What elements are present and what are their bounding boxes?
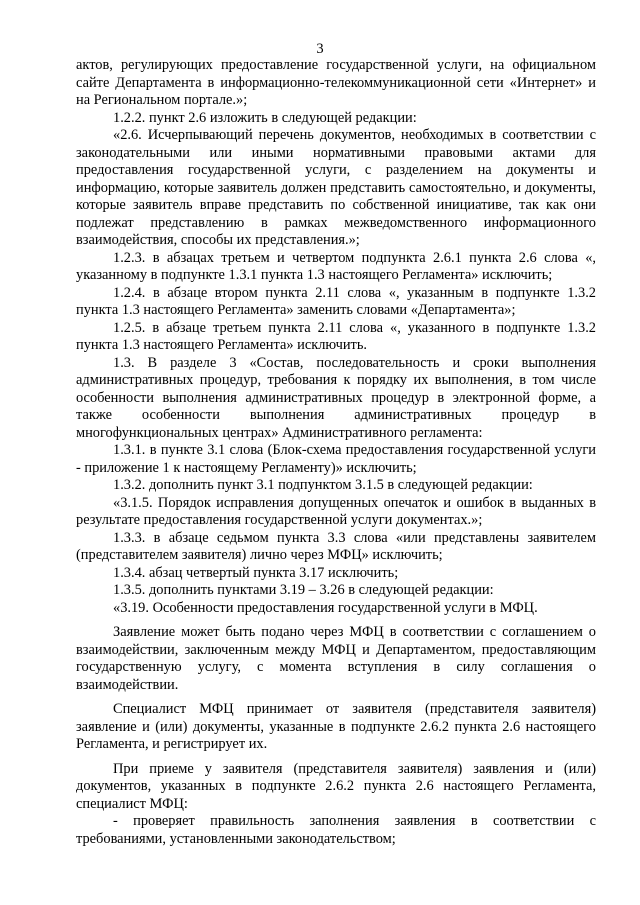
paragraph-1-3: 1.3. В разделе 3 «Состав, последовательность и сроки выполнения административных процедур, требования к порядку их выполнения, в том числе особенности выполнения административных процедур в электронной форме, а также особенности выполнения административных процедур в многофункциональных центрах» Административного регламента: — [76, 354, 596, 441]
paragraph-1-3-4: 1.3.4. абзац четвертый пункта 3.17 исключить; — [113, 564, 399, 581]
document-body — [76, 57, 596, 848]
paragraph-1-3-5: 1.3.5. дополнить пунктами 3.19 – 3.26 в следующей редакции: — [113, 582, 494, 598]
paragraph-quote-2-6: «2.6. Исчерпывающий перечень документов, необходимых в соответствии с законодательными или иными нормативными правовыми актами для предоставления государственной услуги, с разделением на документы и информацию, которые заявитель должен представить самостоятельно, и документы, которые заявитель вправе представить по собственной инициативе, так как они подлежат представлению в рамках межведомственного информационного взаимодействия, способы их представления.»; — [76, 127, 596, 248]
page-number: 3 — [316, 41, 324, 57]
paragraph-1-2-5: 1.2.5. в абзаце третьем пункта 2.11 слова «, указанного в подпункте 1.3.2 пункта 1.3 настоящего Регламента» исключить. — [76, 319, 596, 353]
paragraph-1-2-2: 1.2.2. пункт 2.6 изложить в следующей редакции: — [113, 109, 417, 126]
paragraph-reception: При приеме у заявителя (представителя заявителя) заявления и (или) документов, указанных в подпункте 2.6.2 пункта 2.6 настоящего Регламента, специалист МФЦ: — [76, 760, 596, 812]
paragraph-quote-3-1-5: «3.1.5. Порядок исправления допущенных опечаток и ошибок в выданных в результате предоставления государственной услуги документах.»; — [76, 494, 596, 528]
paragraph-1-3-2: 1.3.2. дополнить пункт 3.1 подпунктом 3.1.5 в следующей редакции: — [113, 477, 533, 493]
paragraph-1-2-4: 1.2.4. в абзаце втором пункта 2.11 слова «, указанным в подпункте 1.3.2 пункта 1.3 настоящего Регламента» заменить словами «Департамента»; — [76, 284, 596, 318]
paragraph-application-submission: Заявление может быть подано через МФЦ в соответствии с соглашением о взаимодействии, заключенным между МФЦ и Департаментом, предоставляющим государственную услугу, с момента вступления в силу соглашения о взаимодействии. — [76, 624, 596, 693]
paragraph-quote-3-19: «3.19. Особенности предоставления государственной услуги в МФЦ. — [113, 599, 538, 616]
paragraph-mfc-specialist: Специалист МФЦ принимает от заявителя (представителя заявителя) заявление и (или) документы, указанные в подпункте 2.6.2 пункта 2.6 настоящего Регламента, и регистрирует их. — [76, 701, 596, 752]
list-item-check-application: - проверяет правильность заполнения заявления в соответствии с требованиями, установленными законодательством; — [76, 813, 596, 847]
paragraph-1-2-3: 1.2.3. в абзацах третьем и четвертом подпункта 2.6.1 пункта 2.6 слова «, указанному в подпункте 1.3.1 пункта 1.3 настоящего Регламента» исключить; — [76, 249, 596, 283]
paragraph-1-3-1: 1.3.1. в пункте 3.1 слова (Блок-схема предоставления государственной услуги - приложение 1 к настоящему Регламенту)» исключить; — [76, 442, 596, 476]
paragraph-continuation: актов, регулирующих предоставление государственной услуги, на официальном сайте Департамента в информационно-телекоммуникационной сети «Интернет» и на Региональном портале.»; — [76, 57, 596, 108]
paragraph-1-3-3: 1.3.3. в абзаце седьмом пункта 3.3 слова «или представлены заявителем (представителем заявителя) лично через МФЦ» исключить; — [76, 529, 596, 563]
